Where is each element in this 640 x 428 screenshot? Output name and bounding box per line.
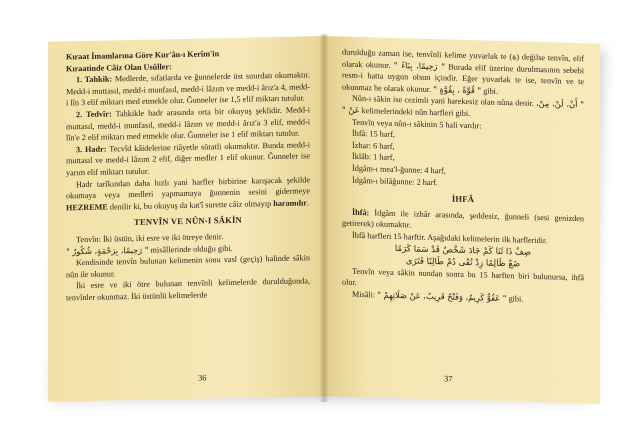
list-item: İhfâ: 15 harf, <box>352 128 395 140</box>
ihfa-heading: İHFÂ <box>451 193 475 205</box>
paragraph-vakf-continued: durulduğu zaman ise, tenvînli kelime yuvarlak te (ة) değilse tenvîn, elif olarak okunur. " رَحِيمًا، بِنَاءً " Burada elif üzerine durulmasının sebebi resm-i hatta uygun olsun içindir. Eğer yuvarlak te ise, tenvîn ve te okunmaz he olarak okunur. " قُوَّةً ، بِقُوَّةٍ " gibi. <box>342 47 584 96</box>
tenvin-definition: Tenvîn: İki üstün, iki esre ve iki ötreye denir. " رَحِيمًا، بِرَحْمَةٍ، شُكُورٌ " misâllerinde olduğu gibi. <box>66 232 233 256</box>
list-item: İdgâm-ı bilâğunne: 2 harf. <box>352 175 438 187</box>
paragraph-hezreme: Hadr tarîkından daha hızlı yani harfler birbirine karışacak şekilde okumaya veya medleri yapmamaya ğunnenin sesini gidermeye HEZREME denilir ki, bu okuyuş da kat'î surette câiz olmayıp haramdır. <box>66 174 310 213</box>
paragraph-tahkik: 1. Tahkik: Medlerde, sıfatlarda ve ğunnelerde üst sınırdan okumaktır. Medd-i muttasıl, medd-i munfasıl, medd-i lâzım ve medd-i ârız'a 4, medd-i lîn 3 elif miktarı med etmekle olur. Ğunneler ise 1,5 elif miktarı tutulur. <box>66 70 310 108</box>
list-item: İzhar: 6 harf, <box>352 140 395 151</box>
left-page <box>48 36 324 402</box>
tenvin-heading: TENVÎN VE NÛN-I SÂKİN <box>134 215 242 228</box>
section-title: Kıraat İmamlarına Göre Kur'ân-ı Kerîm'in Kıraatinde Câiz Olan Usûller: <box>66 49 220 73</box>
open-book <box>48 36 600 396</box>
page-number-right: 37 <box>444 373 453 384</box>
list-item: İklâb: 1 harf, <box>352 152 395 163</box>
right-page-text <box>342 47 584 307</box>
list-item: İdgâm-ı mea'l-ğunne: 4 harf, <box>352 163 446 176</box>
arabic-verse-line-2: ضَعْ ظَالِمًا زِدْ تُقًى دُمْ طَالِبًا فَتَرَى <box>405 255 521 269</box>
paragraph-hadr: 3. Hadr: Tecvîd kâidelerine riâyetle süratli okumaktır. Bunda medd-i muttasıl ve medd-i lâzım 2 elif, diğer medler 1 elif okunur. Ğunneler ise yarım elif miktarı tutulur. <box>66 140 310 178</box>
page-number-left: 36 <box>198 372 207 383</box>
ihfa-definition: İhfâ: İdgâm ile izhâr arasında, şeddesiz, ğunneli (sesi genizden getirerek) okumaktır. <box>342 207 584 230</box>
tenvin-vakf: İki esre ve iki ötre bulunan tenvînli kelimelerde durulduğunda, tenvînler okunmaz. İki üstünlü kelimelerde <box>66 276 310 303</box>
ihfa-example: Misâli: " عَفُوٌّ كَرِيمٌ، وَفَتْحٌ قَرِيبٌ، عَنْ صَلَاتِهِمْ " gibi. <box>352 289 524 304</box>
five-states-list <box>342 128 584 193</box>
nun-sakin-definition: Nûn-ı sâkin ise cezimli yani harekesiz olan nûna denir. " أَنْ، لَنْ، مِنْ، عَنْ " kelimelerindeki nûn harfleri gibi. <box>342 94 585 119</box>
tenvin-vasl: Kendisinde tenvîn bulunan kelimenin sonu vasl (geçiş) halinde sâkin nûn ile okunur. <box>66 253 310 280</box>
arabic-verse-line-1: صِفْ ذَا ثَنَا كَمْ جَادَ شَخْصٌ قَدْ سَمَا كَرَمًا <box>394 243 532 258</box>
left-page-text <box>66 46 310 304</box>
right-page <box>324 36 600 404</box>
ihfa-rule: Tenvîn veya sâkin nundan sonra bu 15 harften biri bulunursa, ihfâ olur. <box>342 266 584 288</box>
ihfa-letters-intro: İhfâ harfleri 15 harftir. Aşağıdaki kelimelerin ilk harfleridir. <box>352 230 548 246</box>
book-spine <box>319 34 329 402</box>
paragraph-tedvir: 2. Tedvîr: Tahkikle hadr arasında orta bir okuyuş şeklidir. Medd-i muttasıl, medd-i munfasıl, medd-i lâzım ve medd-i ârız'a 3 elif, medd-i lîn'e 2 elif miktarı med etmekle olur. Ğunneler ise 1 elif miktarı tutulur. <box>66 105 310 143</box>
five-states-intro: Tenvîn veya nûn-ı sâkinin 5 hali vardır: <box>352 117 482 130</box>
